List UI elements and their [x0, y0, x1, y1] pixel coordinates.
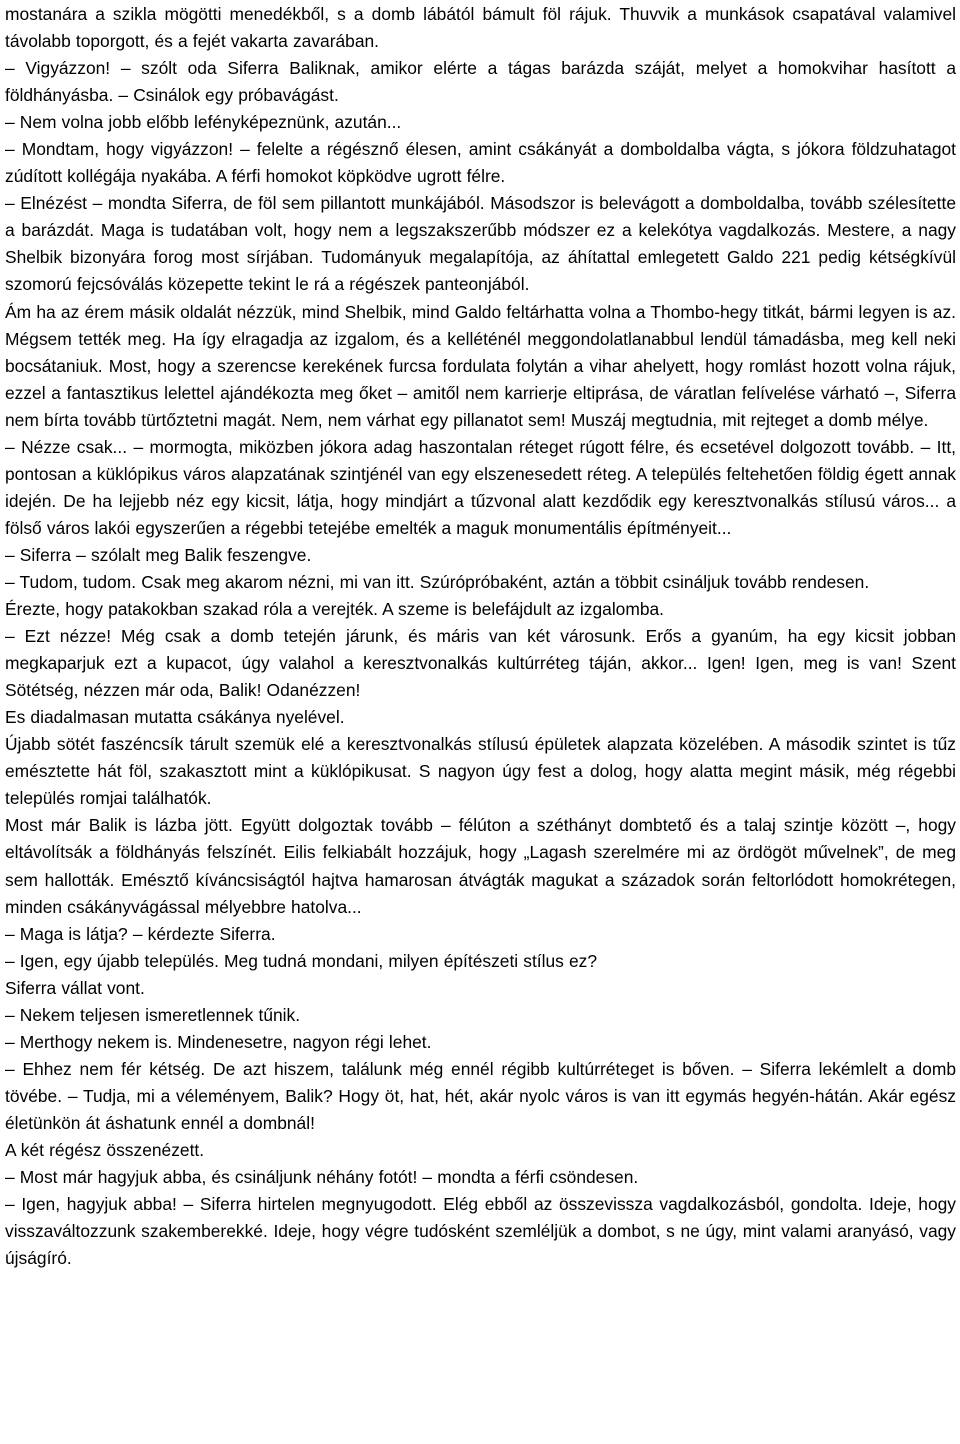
paragraph: – Ezt nézze! Még csak a domb tetején járunk, és máris van két városunk. Erős a gyanúm, ha egy kicsit jobban megkaparjuk ezt a kupacot, úgy valahol a keresztvonalkás kultúrréteg táján, akkor... Igen! Igen, meg is van! Szent Sötétség, nézzen már oda, Balik! Odanézzen!: [5, 626, 956, 701]
paragraph: – Ehhez nem fér kétség. De azt hiszem, találunk még ennél régibb kultúrréteget is bőven. – Siferra lekémlelt a domb tövébe. – Tudja, mi a véleményem, Balik? Hogy öt, hat, hét, akár nyolc város is van itt egymás hegyén-hátán. Akár egész életünkön át áshatunk ennél a dombnál!: [5, 1058, 956, 1133]
paragraph: – Most már hagyjuk abba, és csináljunk néhány fotót! – mondta a férfi csöndesen.: [5, 1167, 639, 1188]
paragraph: – Nem volna jobb előbb lefényképeznünk, azután...: [5, 112, 402, 133]
paragraph: – Elnézést – mondta Siferra, de föl sem pillantott munkájából. Másodszor is belevágott a domboldalba, tovább szélesítette a barázdát. Maga is tudatában volt, hogy nem a legszakszerűbb módszer ez a kelekótya vagdalkozás. Mestere, a nagy Shelbik bizonyára forog most sírjában. Tudományuk megalapítója, az áhítattal emlegetett Galdo 221 pedig kétségkívül szomorú fejcsóválás közepette tekint le rá a régészek panteonjából.: [5, 193, 956, 295]
paragraph: – Vigyázzon! – szólt oda Siferra Baliknak, amikor elérte a tágas barázda száját, melyet a homokvihar hasított a földhányásba. – Csinálok egy próbavágást.: [5, 58, 956, 106]
document-page: [5, 0, 956, 1272]
paragraph: – Mondtam, hogy vigyázzon! – felelte a régésznő élesen, amint csákányát a domboldalba vágta, s jókora földzuhatagot zúdított kollégája nyakába. A férfi homokot köpködve ugrott félre.: [5, 139, 956, 187]
paragraph: Újabb sötét faszéncsík tárult szemük elé a keresztvonalkás stílusú épületek alapzata közelében. A második szintet is tűz emésztette hát föl, szakasztott mint a küklópikusat. S nagyon úgy fest a dolog, hogy alatta megint másik, még régebbi település romjai találhatók.: [5, 734, 956, 809]
paragraph: – Nézze csak... – mormogta, miközben jókora adag haszontalan réteget rúgott félre, és ecsetével dolgozott tovább. – Itt, pontosan a küklópikus város alapzatának szintjénél van egy elszenesedett réteg. A település feltehetően földig égett annak idején. De ha lejjebb néz egy kicsit, látja, hogy mindjárt a tűzvonal alatt kezdődik egy keresztvonalkás stílusú város... a fölső város lakói egyszerűen a régebbi tetejébe emelték a maguk monumentális építményeit...: [5, 436, 956, 538]
paragraph: – Merthogy nekem is. Mindenesetre, nagyon régi lehet.: [5, 1031, 432, 1052]
paragraph: Siferra vállat vont.: [5, 977, 145, 998]
paragraph: Ám ha az érem másik oldalát nézzük, mind Shelbik, mind Galdo feltárhatta volna a Thombo-hegy titkát, bármi legyen is az. Mégsem tették meg. Ha így elragadja az izgalom, és a kelléténél meggondolatlanabbul lendül támadásba, meg kell neki bocsátaniuk. Most, hogy a szerencse kerekének furcsa fordulata folytán a vihar ahelyett, hogy romlást hozott volna rájuk, ezzel a fantasztikus lelettel ajándékozta meg őket – amitől nem karrierje eltiprása, de váratlan felívelése várható –, Siferra nem bírta tovább türtőztetni magát. Nem, nem várhat egy pillanatot sem! Muszáj megtudnia, mit rejteget a domb mélye.: [5, 301, 956, 430]
paragraph: A két régész összenézett.: [5, 1139, 205, 1160]
paragraph: – Igen, hagyjuk abba! – Siferra hirtelen megnyugodott. Elég ebből az összevissza vagdalkozásból, gondolta. Ideje, hogy visszaváltozzunk szakemberekké. Ideje, hogy végre tudósként szemléljük a dombot, s ne úgy, mint valami aranyásó, vagy újságíró.: [5, 1194, 956, 1269]
paragraph: – Siferra – szólalt meg Balik feszengve.: [5, 544, 312, 565]
paragraph: Most már Balik is lázba jött. Együtt dolgoztak tovább – félúton a széthányt dombtető és a talaj szintje között –, hogy eltávolítsák a földhányás felszínét. Eilis felkiabált hozzájuk, hogy „Lagash szerelmére mi az ördögöt művelnek”, de meg sem hallották. Emésztő kíváncsiságtól hajtva hamarosan átvágták magukat a századok során feltorlódott homokrétegen, minden csákányvágással mélyebbre hatolva...: [5, 815, 956, 917]
paragraph: – Igen, egy újabb település. Meg tudná mondani, milyen építészeti stílus ez?: [5, 950, 598, 971]
paragraph: – Tudom, tudom. Csak meg akarom nézni, mi van itt. Szúrópróbaként, aztán a többit csináljuk tovább rendesen.: [5, 571, 870, 592]
paragraph: Es diadalmasan mutatta csákánya nyelével.: [5, 707, 345, 728]
paragraph: – Nekem teljesen ismeretlennek tűnik.: [5, 1004, 301, 1025]
paragraph: mostanára a szikla mögötti menedékből, s a domb lábától bámult föl rájuk. Thuvvik a munkások csapatával valamivel távolabb toporgott, és a fejét vakarta zavarában.: [5, 4, 956, 52]
paragraph: – Maga is látja? – kérdezte Siferra.: [5, 923, 276, 944]
paragraph: Érezte, hogy patakokban szakad róla a verejték. A szeme is belefájdult az izgalomba.: [5, 599, 665, 620]
